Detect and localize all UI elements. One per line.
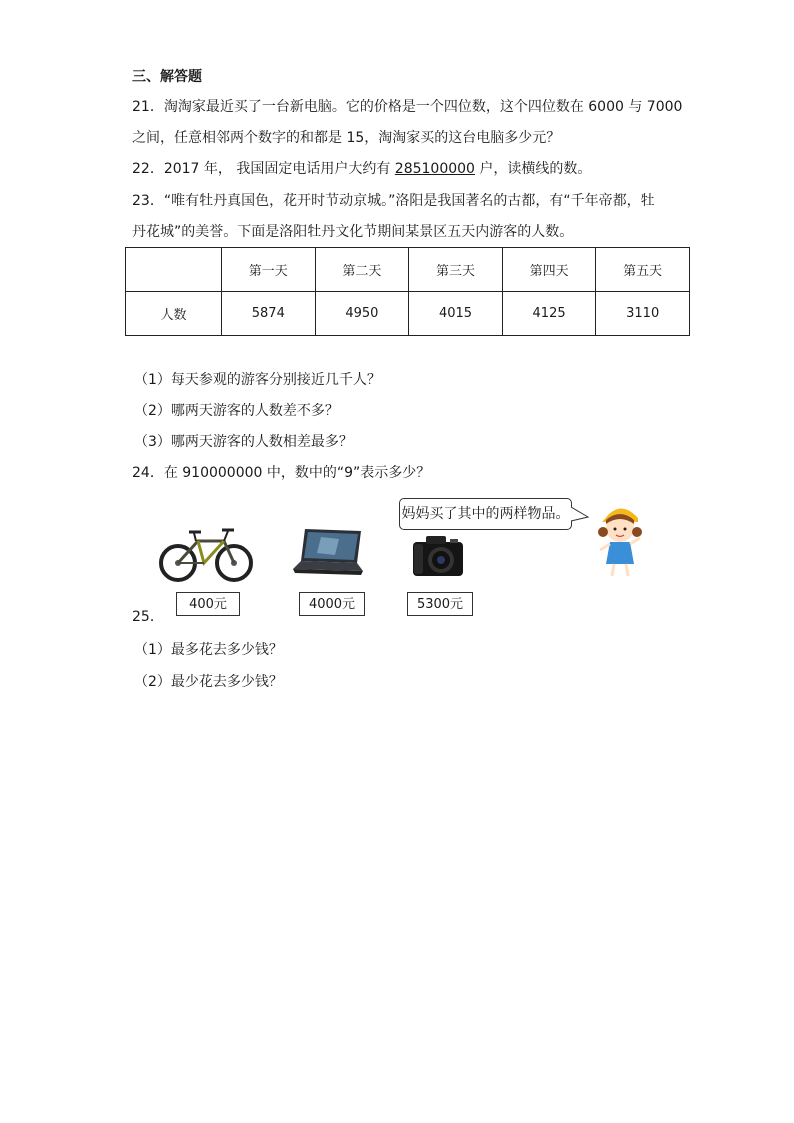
table-header-row: [126, 248, 690, 292]
q23-sub1: （1）每天参观的游客分别接近几千人？: [134, 372, 381, 388]
price-label-laptop: 4000元: [299, 592, 365, 616]
table-cell: 4950: [315, 292, 409, 336]
q23-sub2: （2）哪两天游客的人数差不多？: [134, 403, 339, 419]
bicycle-icon: [158, 525, 254, 583]
table-cell: 3110: [596, 292, 690, 336]
visitor-table: [125, 247, 690, 336]
laptop-icon: [291, 527, 365, 579]
camera-icon: [410, 532, 466, 580]
price-label-camera: 5300元: [407, 592, 473, 616]
q24-text: 24．在 910000000 中，数中的“9”表示多少？: [132, 465, 431, 481]
q22-underlined-number: 285100000: [394, 161, 475, 177]
table-row: [126, 292, 690, 336]
table-header-cell: 第三天: [409, 248, 503, 292]
speech-bubble: 妈妈买了其中的两样物品。: [399, 498, 572, 530]
table-header-cell: 第二天: [315, 248, 409, 292]
table-header-cell: 第四天: [502, 248, 596, 292]
speech-bubble-tail-icon: [570, 505, 590, 525]
q23-line2: 丹花城”的美誉。下面是洛阳牡丹文化节期间某景区五天内游客的人数。: [132, 224, 574, 240]
q21-line1: 21．淘淘家最近买了一台新电脑。它的价格是一个四位数，这个四位数在 6000 与 7000: [132, 99, 683, 115]
price-label-bicycle: 400元: [176, 592, 240, 616]
table-header-cell: 第五天: [596, 248, 690, 292]
section-title: 三、解答题: [132, 69, 202, 85]
girl-icon: [594, 500, 646, 580]
table-cell: 5874: [222, 292, 316, 336]
q22-before: 22．2017 年， 我国固定电话用户大约有: [132, 161, 395, 177]
q23-sub3: （3）哪两天游客的人数相差最多？: [134, 434, 353, 450]
q25-sub1: （1）最多花去多少钱？: [134, 642, 283, 658]
q25-sub2: （2）最少花去多少钱？: [134, 674, 283, 690]
q23-line1: 23．“唯有牡丹真国色，花开时节动京城。”洛阳是我国著名的古都，有“千年帝都，牡: [132, 193, 655, 209]
table-cell: 4125: [502, 292, 596, 336]
q25-number: 25．: [132, 609, 164, 625]
q22-after: 户，读横线的数。: [474, 161, 592, 177]
table-row-label: 人数: [126, 292, 222, 336]
table-header-cell: [126, 248, 222, 292]
q22-text: [132, 159, 591, 179]
table-header-cell: 第一天: [222, 248, 316, 292]
table-cell: 4015: [409, 292, 503, 336]
q21-line2: 之间，任意相邻两个数字的和都是 15，淘淘家买的这台电脑多少元？: [132, 130, 561, 146]
